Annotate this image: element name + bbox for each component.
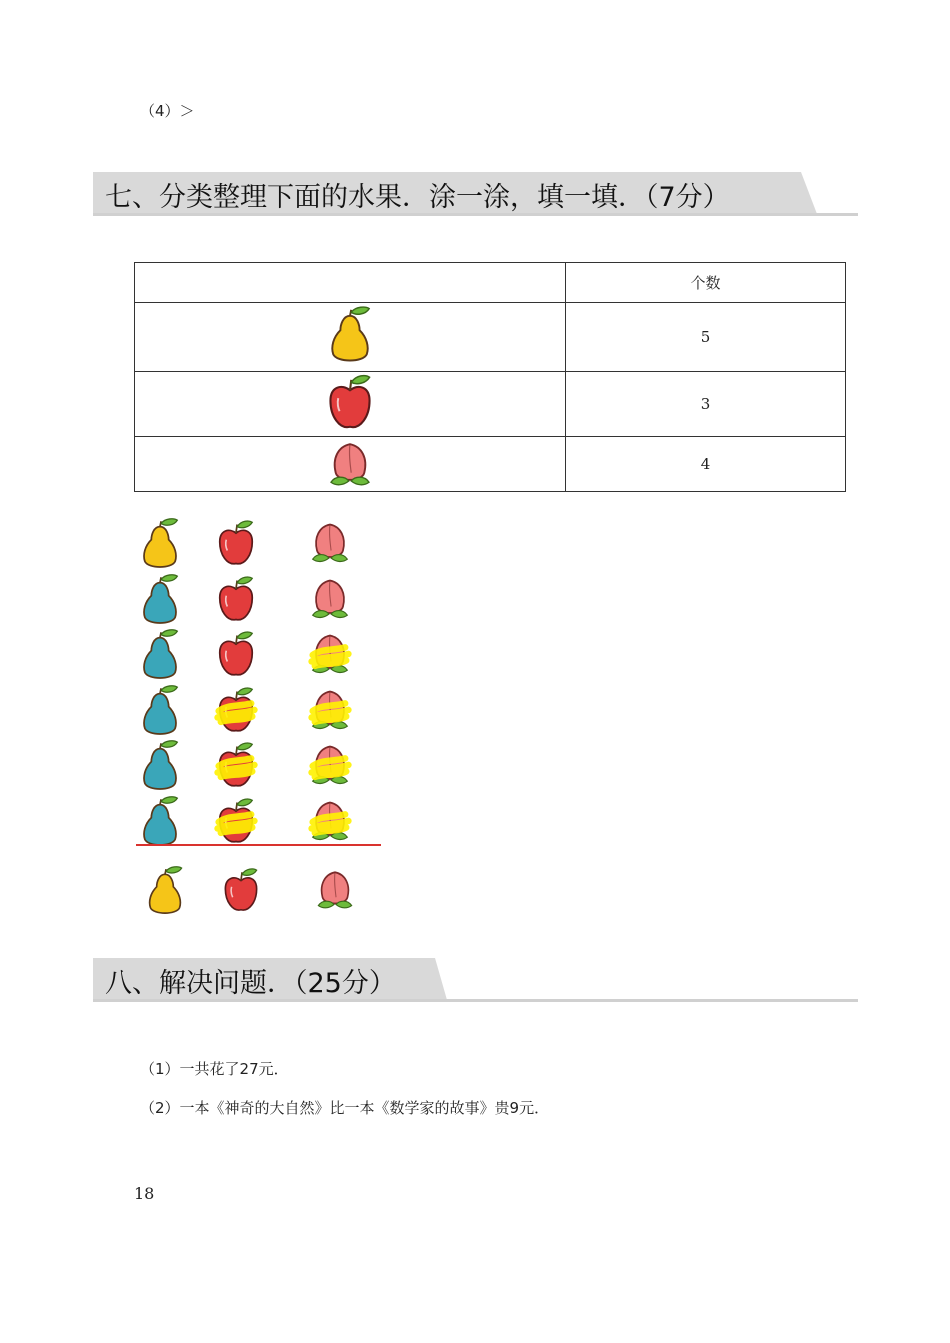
apple-icon bbox=[322, 372, 378, 432]
table-cell-peach bbox=[135, 437, 566, 492]
peach-icon bbox=[320, 437, 380, 487]
legend-pear-icon bbox=[139, 866, 191, 916]
table-header-fruit bbox=[135, 263, 566, 303]
answer-1: （1）一共花了27元． bbox=[140, 1060, 289, 1078]
apple-icon bbox=[210, 629, 262, 681]
page-number: 18 bbox=[134, 1184, 155, 1203]
pear-icon bbox=[134, 629, 186, 681]
pear-icon bbox=[134, 685, 186, 737]
pear-icon bbox=[134, 796, 186, 848]
legend-peach-icon bbox=[309, 866, 361, 916]
fruit-count-table bbox=[134, 262, 846, 492]
legend-apple-icon bbox=[215, 866, 267, 916]
highlight-mark bbox=[312, 703, 349, 721]
answer-2: （2）一本《神奇的大自然》比一本《数学家的故事》贵9元． bbox=[140, 1099, 550, 1117]
peach-icon bbox=[304, 796, 356, 848]
table-count-apple: 3 bbox=[566, 372, 846, 437]
pear-icon bbox=[326, 303, 374, 367]
section-7-header bbox=[93, 172, 858, 216]
peach-icon bbox=[304, 574, 356, 626]
highlight-mark bbox=[218, 703, 255, 721]
section-8-header bbox=[93, 958, 858, 1002]
section-7-title: 七、分类整理下面的水果．涂一涂，填一填．（7分） bbox=[105, 182, 730, 213]
highlight-mark bbox=[218, 814, 255, 832]
apple-icon bbox=[210, 518, 262, 570]
highlight-mark bbox=[312, 814, 349, 832]
table-cell-pear bbox=[135, 303, 566, 372]
peach-icon bbox=[304, 685, 356, 737]
header-tab-slant bbox=[793, 172, 823, 214]
highlight-mark bbox=[312, 647, 349, 665]
apple-icon bbox=[210, 574, 262, 626]
table-cell-apple bbox=[135, 372, 566, 437]
pear-icon bbox=[134, 740, 186, 792]
apple-icon bbox=[210, 740, 262, 792]
pictograph-baseline bbox=[136, 844, 381, 846]
pear-icon bbox=[134, 518, 186, 570]
table-header-count: 个数 bbox=[566, 263, 846, 303]
header-tab-slant bbox=[429, 958, 459, 1000]
table-count-pear: 5 bbox=[566, 303, 846, 372]
item-4-answer: （4）＞ bbox=[140, 102, 195, 120]
apple-icon bbox=[210, 685, 262, 737]
apple-icon bbox=[210, 796, 262, 848]
highlight-mark bbox=[312, 758, 349, 776]
peach-icon bbox=[304, 518, 356, 570]
peach-icon bbox=[304, 629, 356, 681]
table-count-peach: 4 bbox=[566, 437, 846, 492]
section-8-title: 八、解决问题．（25分） bbox=[105, 968, 396, 999]
peach-icon bbox=[304, 740, 356, 792]
highlight-mark bbox=[218, 758, 255, 776]
pear-icon bbox=[134, 574, 186, 626]
